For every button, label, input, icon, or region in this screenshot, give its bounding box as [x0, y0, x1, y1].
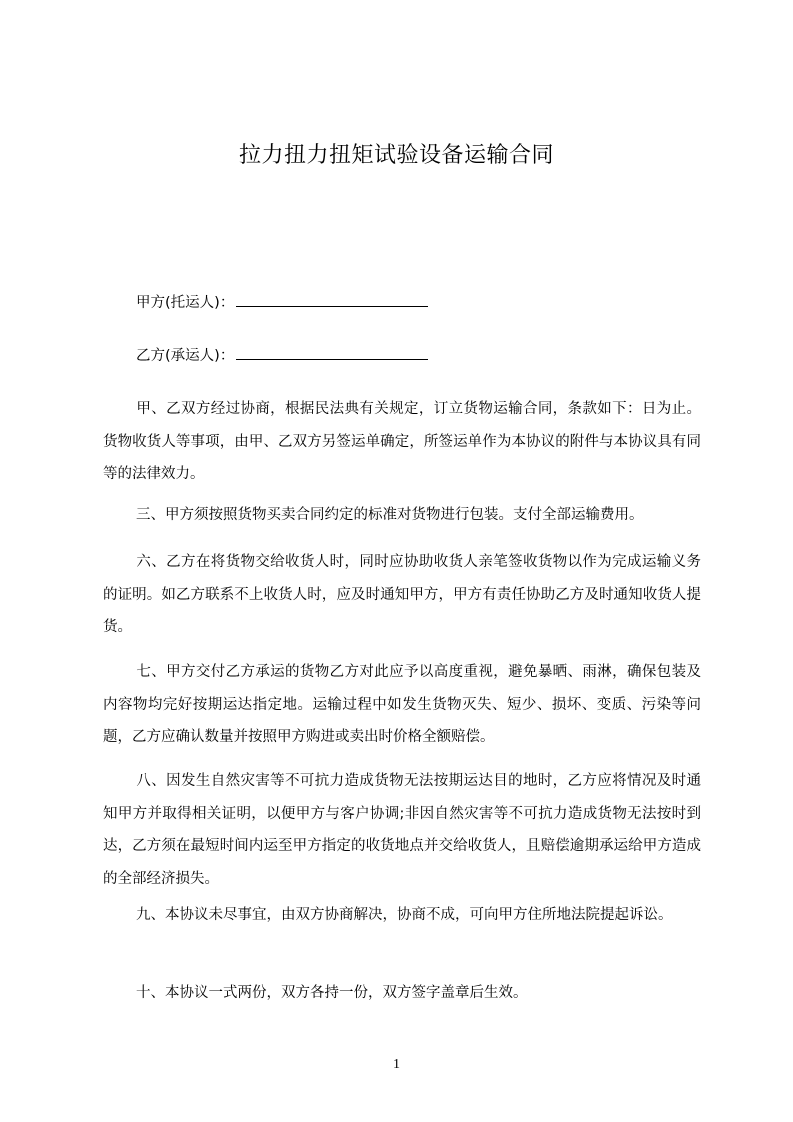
paragraph-clause-7-text: 七、甲方交付乙方承运的货物乙方对此应予以高度重视，避免暴晒、雨淋，确保包装及内容物均完好按期运达指定地。运输过程中如发生货物灭失、短少、损坏、变质、污染等问题，乙方应确认数量并按照甲方购进或卖出时价格全额赔偿。 [103, 664, 701, 745]
party-a-line [136, 291, 428, 313]
paragraph-clause-10-text: 十、本协议一式两份，双方各持一份，双方签字盖章后生效。 [136, 985, 528, 1001]
paragraph-clause-6-text: 六、乙方在将货物交给收货人时，同时应协助收货人亲笔签收货物以作为完成运输义务的证明。如乙方联系不上收货人时，应及时通知甲方，甲方有责任协助乙方及时通知收货人提货。 [103, 554, 701, 635]
paragraph-clause-10 [103, 977, 701, 1010]
party-b-label: 乙方(承运人)： [136, 348, 235, 364]
paragraph-clause-3 [103, 499, 701, 532]
page-number: 1 [393, 1057, 400, 1072]
paragraph-clause-8-text: 八、因发生自然灾害等不可抗力造成货物无法按期运达目的地时，乙方应将情况及时通知甲方并取得相关证明，以便甲方与客户协调;非因自然灾害等不可抗力造成货物无法按时到达，乙方须在最短时间内运至甲方指定的收货地点并交给收货人，且赔偿逾期承运给甲方造成的全部经济损失。 [103, 773, 701, 887]
party-b-blank [236, 344, 428, 360]
paragraph-clause-8 [103, 765, 701, 895]
paragraph-intro [103, 393, 701, 491]
party-a-blank [236, 291, 428, 307]
paragraph-clause-7 [103, 656, 701, 754]
paragraph-clause-9-text: 九、本协议未尽事宜，由双方协商解决，协商不成，可向甲方住所地法院提起诉讼。 [136, 907, 673, 923]
paragraph-clause-6 [103, 546, 701, 644]
paragraph-clause-9 [103, 899, 701, 932]
paragraph-clause-3-text: 三、甲方须按照货物买卖合同约定的标准对货物进行包装。支付全部运输费用。 [136, 507, 644, 523]
document-title: 拉力扭力扭矩试验设备运输合同 [238, 143, 554, 168]
party-b-line [136, 344, 428, 366]
paragraph-intro-text: 甲、乙双方经过协商，根据民法典有关规定，订立货物运输合同，条款如下：日为止。货物收货人等事项，由甲、乙双方另签运单确定，所签运单作为本协议的附件与本协议具有同等的法律效力。 [103, 401, 701, 482]
party-a-label: 甲方(托运人)： [136, 295, 235, 311]
